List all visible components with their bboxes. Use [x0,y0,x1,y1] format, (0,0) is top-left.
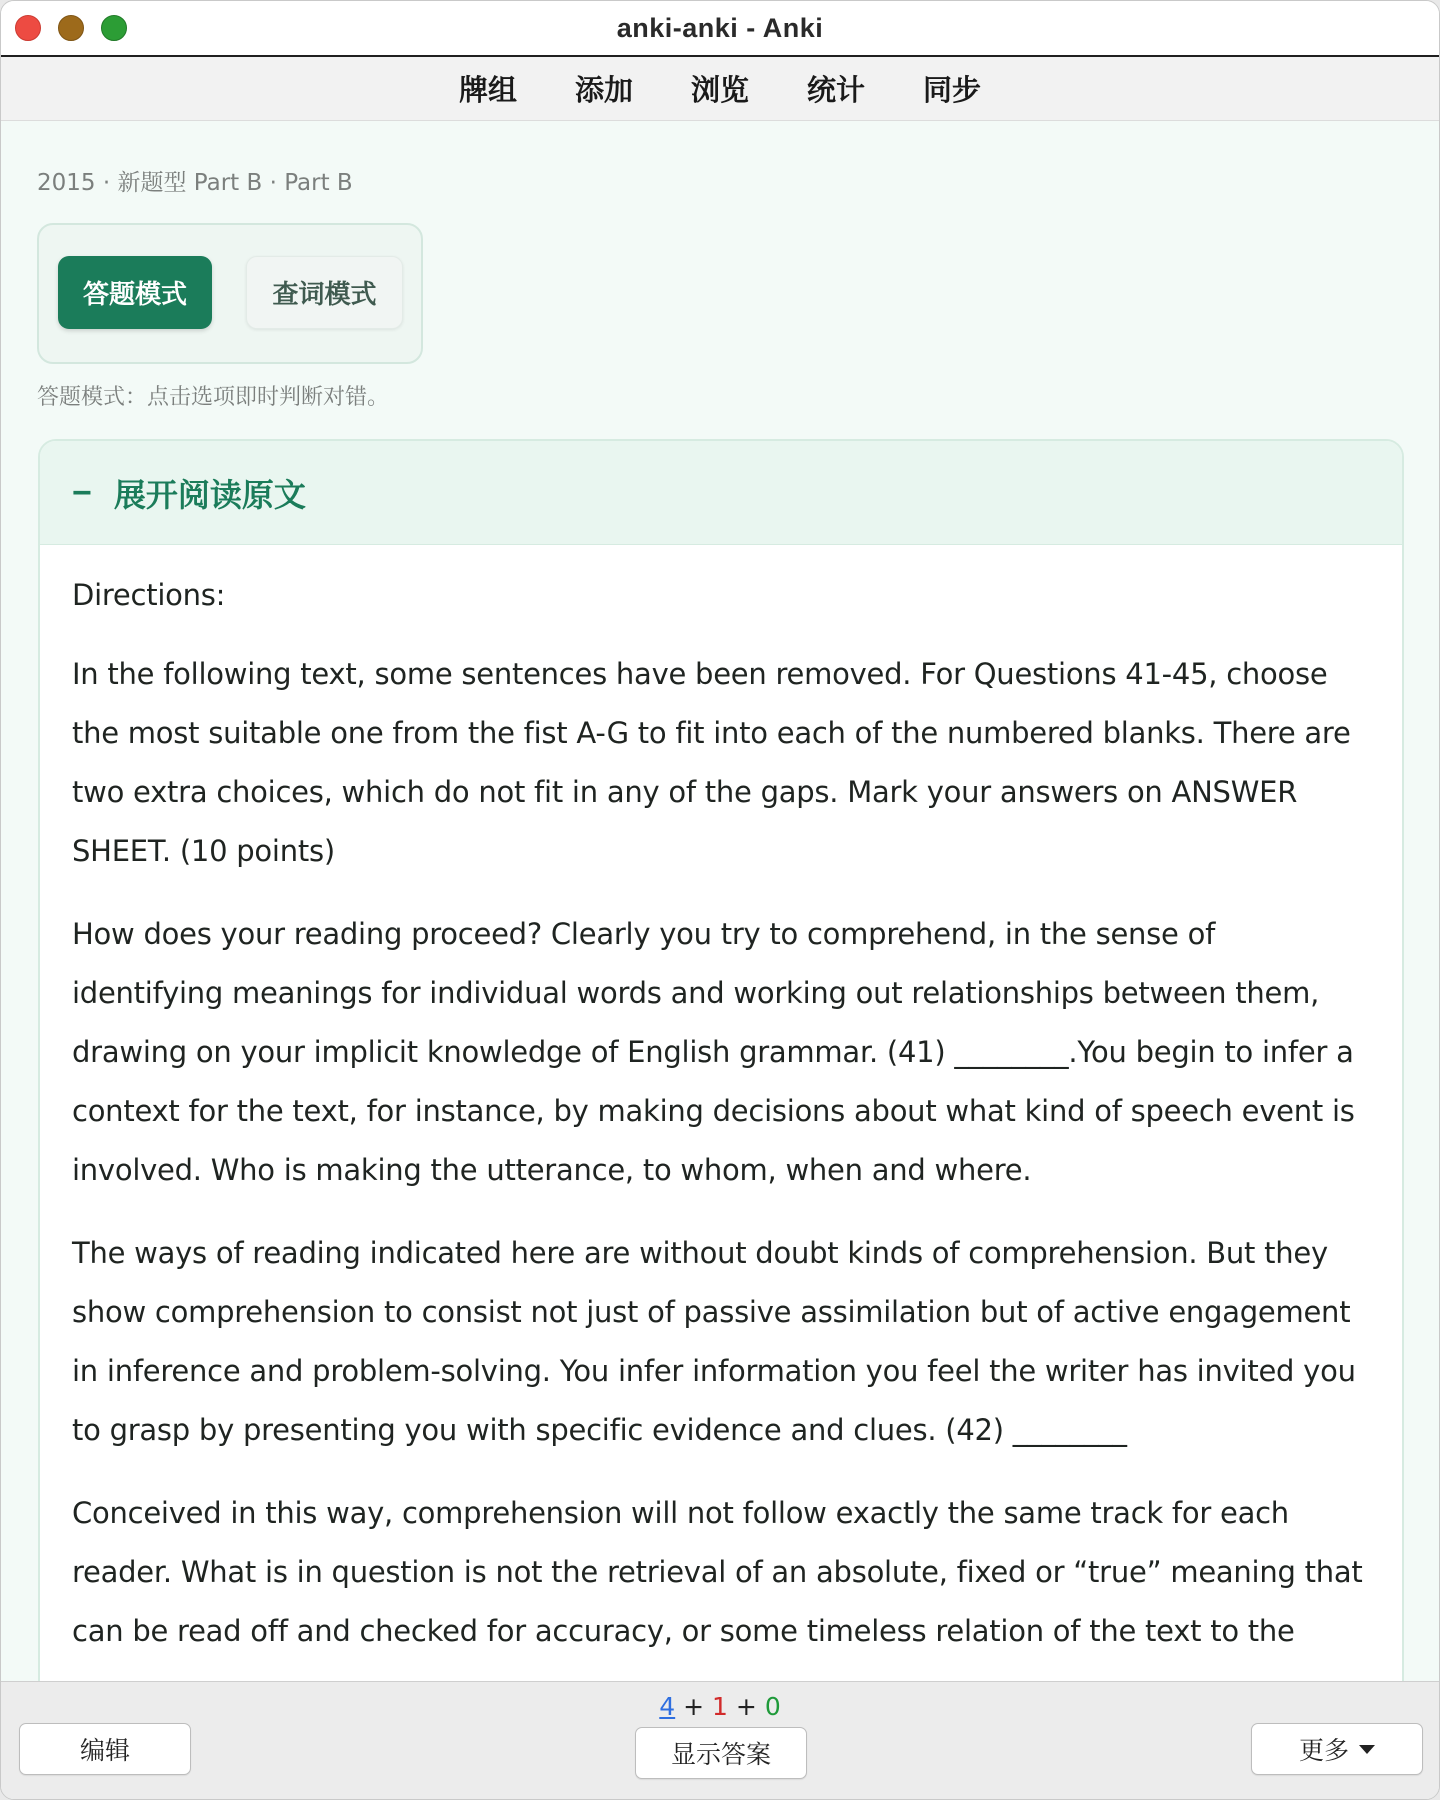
edit-button[interactable] [19,1723,191,1775]
learn-count: 1 [712,1692,728,1721]
passage-paragraph: Directions: [72,578,226,612]
toolbar-decks[interactable]: 牌组 [458,73,517,107]
window-title: anki-anki - Anki [616,12,824,43]
show-answer-button[interactable] [635,1727,807,1779]
caret-down-icon [1359,1745,1375,1754]
new-count: 4 [659,1692,676,1721]
zoom-window-button[interactable] [101,15,127,41]
answer-mode-button[interactable]: 答题模式 [58,256,212,329]
passage-header-label: 展开阅读原文 [113,475,306,514]
card-content [1,122,1439,1682]
reading-passage-panel [38,439,1404,1682]
count-separator: + [735,1692,757,1721]
mode-switcher [37,223,423,364]
passage-body [40,545,1402,1661]
main-toolbar [1,57,1439,121]
window-controls [15,15,127,41]
count-separator: + [683,1692,705,1721]
close-window-button[interactable] [15,15,41,41]
passage-paragraph: The ways of reading indicated here are without doubt kinds of comprehension. But they show comprehension to consist not just of passive assimilation but of active engagement in inference and problem-solving. You infer information you feel the writer has invited you to grasp by presenting you with specific evidence and clues. (42) ________ [72,1236,1356,1447]
show-answer-label: 显示答案 [670,1740,771,1769]
passage-toggle[interactable] [40,441,1402,545]
passage-paragraph: In the following text, some sentences have been removed. For Questions 41-45, choose the most suitable one from the fist A-G to fit into each of the numbered blanks. There are two extra choices, which do not fit in any of the gaps. Mark your answers on ANSWER SHEET. (10 points) [72,657,1351,868]
due-counts [1,1692,1439,1721]
passage-paragraph: How does your reading proceed? Clearly you try to comprehend, in the sense of identifying meanings for individual words and working out relationships between them, drawing on your implicit knowledge of English grammar. (41) ________.You begin to infer a context for the text, for instance, by making decisions about what kind of speech event is involved. Who is making the utterance, to whom, when and where. [72,917,1355,1187]
toolbar-add[interactable]: 添加 [574,73,633,107]
passage-paragraph: Conceived in this way, comprehension will not follow exactly the same track for each reader. What is in question is not the retrieval of an absolute, fixed or “true” meaning that can be read off and checked for accuracy, or some timeless relation of the text to the [72,1496,1363,1648]
title-bar [1,1,1439,57]
review-bottom-bar [1,1681,1439,1800]
review-count: 0 [764,1692,781,1721]
more-button[interactable] [1251,1723,1423,1775]
edit-button-label: 编辑 [79,1736,130,1765]
more-button-label: 更多 [1298,1736,1349,1765]
toolbar-sync[interactable]: 同步 [923,73,982,107]
minimize-window-button[interactable] [58,15,84,41]
collapse-icon: − [72,473,92,512]
lookup-mode-button[interactable]: 查词模式 [246,256,403,329]
mode-hint: 答题模式：点击选项即时判断对错。 [37,385,390,410]
toolbar-stats[interactable]: 统计 [807,73,866,107]
toolbar-browse[interactable]: 浏览 [690,73,749,107]
breadcrumb: 2015 · 新题型 Part B · Part B [37,170,353,196]
